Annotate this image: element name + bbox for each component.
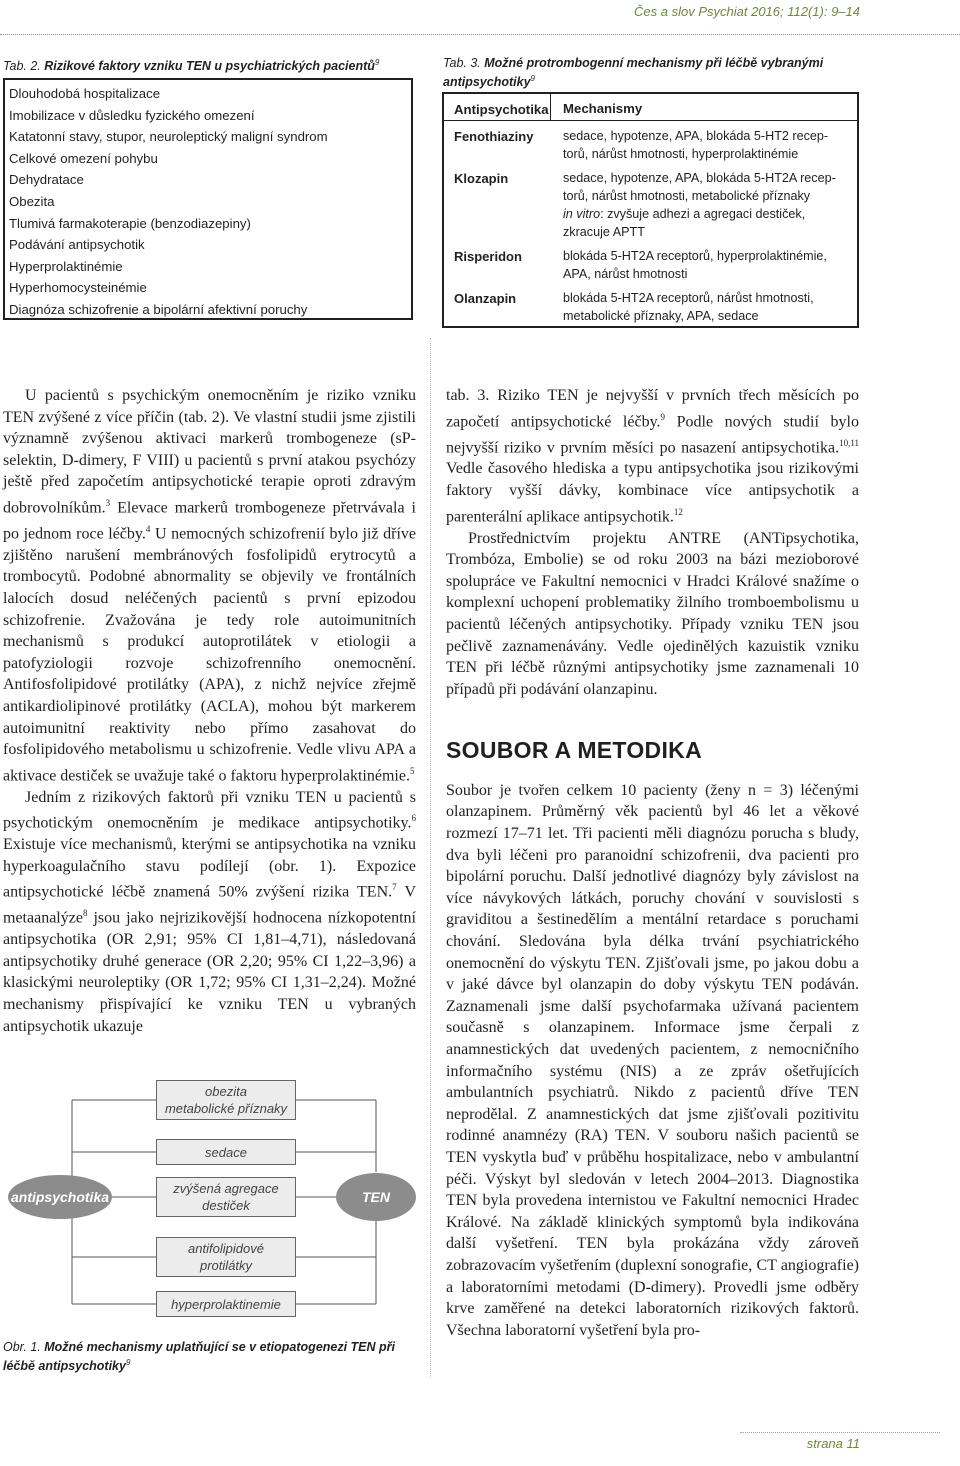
mechanism-label: sedace: [205, 1144, 247, 1160]
figure-caption-label: Obr. 1.: [3, 1340, 41, 1354]
tab2-item: Katatonní stavy, stupor, neuroleptický maligní syndrom: [9, 129, 328, 145]
tab2-caption: [3, 55, 423, 74]
tab3-row: [444, 283, 857, 326]
ten-node: TEN: [336, 1173, 416, 1221]
tab3-mechanism: [551, 283, 857, 326]
mechanism-line: metabolické příznaky, APA, sedace: [563, 309, 759, 323]
header-divider: [0, 34, 960, 35]
left-column-text: [3, 385, 416, 1037]
tab3-row: [444, 163, 857, 241]
text-run: U nemocných schizofrenií bylo již dříve zjištěno narušení membránových fosfolipidů erytrocytů a trombocytů. Podobné abnormality se objevily ve frontálních lalocích dosud neléčených pacientů s první epizodou schizofrenie. Zvažována je tedy role autoimunitních mechanismů s produkcí autoprotilátek v etiologii a patofyziologii rozvoje schizofrenního onemocnění. Antifosfolipidové protilátky (APA), z nichž nejvíce zřejmě antikardiolipinové protilátky (ACLA), mohou být markerem autoimunitní reaktivity nebo přímo zasahovat do fosfolipidového metabolismu u schizofrenie. Vedle vlivu APA a aktivace destiček se uvažuje také o faktoru hyperprolaktinémie.: [3, 525, 416, 785]
paragraph: [3, 787, 416, 1038]
antipsychotics-node: antipsychotika: [8, 1175, 112, 1219]
tab3-row: [444, 241, 857, 283]
mechanism-line: blokáda 5-HT2A receptorů, hyperprolaktinémie,: [563, 249, 827, 263]
tab3-mechanism: [551, 163, 857, 241]
mechanism-box: [156, 1139, 296, 1165]
tab3-drug: Klozapin: [454, 171, 509, 186]
tab2-item: Imobilizace v důsledku fyzického omezení: [9, 107, 255, 123]
section-heading: SOUBOR A METODIKA: [446, 737, 702, 764]
paragraph: [3, 385, 416, 787]
tab2-item: Hyperhomocysteinémie: [9, 280, 147, 296]
column-divider: [430, 338, 431, 1378]
tab3-title: Možné protrombogenní mechanismy při léčbě vybranými antipsychotiky: [443, 56, 824, 90]
text-run: tab. 3. Riziko TEN je nejvyšší v prvních třech měsících po započetí antipsychotické léčby.: [446, 387, 859, 430]
citation: 12: [673, 506, 683, 517]
text-run: Existuje více mechanismů, kterými se antipsychotika na vzniku hyperkoagulačního stavu podílejí (obr. 1). Expozice antipsychotické léčbě znamená 50% zvýšení rizika TEN.: [3, 836, 416, 901]
tab3-caption: [443, 55, 863, 90]
text-run: Vedle časového hlediska a typu antipsychotika jsou rizikovými faktory vyšší dávky, kombinace více antipsychotik a parenterální aplikace antipsychotik.: [446, 460, 859, 525]
tab3-drug: Risperidon: [454, 249, 522, 264]
citation: 6: [411, 813, 416, 824]
tab2-item: Dlouhodobá hospitalizace: [9, 86, 161, 101]
mechanism-line: sedace, hypotenze, APA, blokáda 5-HT2A recep-: [563, 171, 836, 185]
mechanism-line: zkracuje APTT: [563, 225, 645, 239]
paragraph: Prostřednictvím projektu ANTRE (ANTipsychotika, Trombóza, Embolie) se od roku 2003 na bázi mezioborové spolupráce ve Fakultní nemocnici v Hradci Králové snažíme o komplexní uchopení problematiky žilního tromboembolismu u pacientů léčených antipsychotiky. Případy vzniku TEN jsou pečlivě zaznamenávány. Vedle ojedinělých kazuistik vzniku TEN při léčbě různými antipsychotiky jsme zaznamenali 10 případů při podávání olanzapinu.: [446, 529, 859, 698]
tab3-drug: Olanzapin: [454, 291, 517, 306]
mechanism-label: zvýšená agregace: [173, 1181, 279, 1196]
right-column-text: [446, 385, 859, 1341]
paragraph: Soubor je tvořen celkem 10 pacienty (ženy n = 3) léčenými olanzapinem. Průměrný věk pacientů byl 46 let a věkové rozmezí 17–71 let. Tři pacienti měli diagnózu porucha s bludy, dva byli léčeni pro paranoidní schizofrenii, dva pacienti pro bipolární poruchu. Další jednotlivé diagnózy byly závislost na více návykových látkách, poruchy chování v souvislosti s graviditou a šestinedělím a mentální retardace s poruchami chování. Sledována byla délka trvání psychiatrického onemocnění do výskytu TEN. Zjišťovali jsme, po jakou dobu a v jaké dávce byl olanzapin do doby výskytu TEN podáván. Zaznamenali jsme další psychofarmaka užívaná pacientem současně s olanzapinem. Informace jsme čerpali z anamnestických dat uvedených pacientem, z nemocničního informačního systému (NIS) a ze zpráv ošetřujících ambulantních psychiatrů. Nikdo z pacientů dříve TEN neprodělal. Z anamnestických dat jsme zjišťovali pozitivitu rodinné anamnézy (RA) TEN. V souboru našich pacientů se TEN vyskytla buď v průběhu hospitalizace, nebo v ambulantní péči. Výskyt byl sledován v letech 2004–2013. Diagnostika TEN byla provedena internistou ve Fakultní nemocnici Hradec Králové. Na základě klinických symptomů byla indikována další vyšetření. TEN byla prokázána vždy zároveň zobrazovacím vyšetřením (duplexní sonografie, CT angiografie) a laboratorními metodami (D-dimery). Provedli jsme odběry krve zaměřené na detekci laboratorních rizikových faktorů. Všechna laboratorní vyšetření byla pro-: [446, 781, 859, 1339]
tab2-item: Podávání antipsychotik: [9, 237, 145, 253]
tab2-title: Rizikové faktory vzniku TEN u psychiatrických pacientů: [44, 59, 375, 74]
tab3-col1-header: Antipsychotika: [444, 94, 551, 120]
mechanism-label: protilátky: [199, 1258, 253, 1273]
mechanism-label: destiček: [202, 1198, 250, 1213]
text-run: Jedním z rizikových faktorů při vzniku TEN u pacientů s psychotickým onemocněním je medikace antipsychotiky.: [3, 788, 416, 832]
citation: 8: [82, 908, 88, 919]
in-vitro-label: in vitro: [563, 207, 601, 221]
mechanism-box: [156, 1177, 296, 1217]
text-run: Elevace markerů trombogeneze přetrvávala i po jednom roce léčby.: [3, 499, 416, 543]
tab3-mechanism: [551, 241, 857, 283]
mechanism-line: APA, nárůst hmotnosti: [563, 267, 688, 281]
text-run: V metaanalýze: [3, 883, 417, 927]
mechanism-box: [156, 1080, 296, 1120]
tab3-table: [442, 92, 859, 328]
mechanism-box: [156, 1237, 296, 1277]
citation: 7: [392, 882, 397, 893]
figure-1: [0, 1060, 430, 1338]
mechanism-line: torů, nárůst hmotnosti, hyperprolaktinémie: [563, 147, 799, 161]
text-run: jsou jako nejrizikovější hodnocena nízkopotentní antipsychotika (OR 2,91; 95% CI 1,81–4,71), následovaná antipsychotiky druhé generace (OR 2,20; 95% CI 1,22–3,96) a klasickými neuroleptiky (OR 1,72; 95% CI 1,31–2,24). Možné mechanismy přispívající ke vzniku TEN u vybraných antipsychotik ukazuje: [3, 909, 416, 1035]
tab2-item: Dehydratace: [9, 172, 84, 188]
citation: 9: [660, 411, 666, 422]
text-run: Podle nových studií bylo nejvyšší riziko v prvním měsíci po nasazení antipsychotika.: [446, 412, 859, 456]
tab3-drug: Fenothiaziny: [454, 129, 534, 144]
citation: 3: [105, 497, 111, 508]
mechanism-line: torů, nárůst hmotnosti, metabolické příznaky: [563, 189, 811, 203]
mechanism-label: hyperprolaktinemie: [171, 1296, 281, 1312]
citation: 4: [145, 523, 151, 534]
page-number: strana 11: [806, 1436, 860, 1451]
footer-divider: [740, 1432, 940, 1433]
tab2-table: [3, 78, 413, 320]
journal-header: Čes a slov Psychiat 2016; 112(1): 9–14: [634, 4, 860, 19]
mechanism-box: [156, 1291, 296, 1317]
mechanism-label: obezita: [205, 1084, 247, 1099]
tab2-item: Tlumivá farmakoterapie (benzodiazepiny): [9, 215, 251, 231]
tab3-row: [444, 120, 857, 163]
mechanism-text: : zvyšuje adhezi a agregaci destiček,: [600, 207, 806, 221]
tab2-label: Tab. 2.: [3, 59, 41, 74]
tab3-label: Tab. 3.: [443, 56, 481, 70]
tab2-item: Diagnóza schizofrenie a bipolární afektivní poruchy: [9, 301, 308, 317]
figure-caption-title: Možné mechanismy uplatňující se v etiopatogenezi TEN při léčbě antipsychotiky: [3, 1340, 395, 1374]
tab3-col2-header: Mechanismy: [563, 101, 643, 116]
figure-caption: [3, 1339, 421, 1374]
mechanism-line: [563, 205, 853, 223]
tab3-header-row: [444, 94, 857, 120]
tab2-ref: 9: [374, 58, 380, 67]
mechanism-label: antifolipidové: [188, 1241, 264, 1256]
citation: 10,11: [839, 437, 859, 448]
tab2-item: Celkové omezení pohybu: [9, 150, 158, 166]
mechanism-label: metabolické příznaky: [164, 1101, 288, 1116]
tab3-ref: 9: [530, 74, 535, 83]
tab2-item: Obezita: [9, 193, 55, 209]
text-run: U pacientů s psychickým onemocněním je riziko vzniku TEN zvýšené z více příčin (tab. 2). Ve vlastní studii jsme zjistili významně zvýšenou aktivaci markerů trombogeneze (sP-selektin, D-dimery, F VIII) u pacientů s první atakou psychózy ještě před započetím antipsychotické terapie oproti zdravým dobrovolníkům.: [3, 387, 416, 517]
mechanism-line: blokáda 5-HT2A receptorů, nárůst hmotnosti,: [563, 291, 814, 305]
figure-caption-ref: 9: [125, 1358, 131, 1367]
paragraph: [446, 385, 859, 528]
citation: 5: [409, 765, 415, 776]
tab3-mechanism: [551, 121, 857, 163]
tab2-item: Hyperprolaktinémie: [9, 258, 123, 274]
mechanism-line: sedace, hypotenze, APA, blokáda 5-HT2 recep-: [563, 129, 829, 143]
